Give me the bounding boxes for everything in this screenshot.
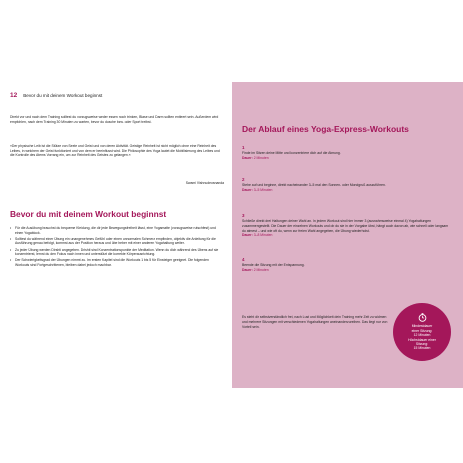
step-duration <box>242 268 452 273</box>
badge-line: einer Sitzung: <box>411 328 433 333</box>
duration-badge <box>393 303 451 361</box>
workout-heading: Der Ablauf eines Yoga-Express-Workouts <box>242 124 409 134</box>
step-duration <box>242 188 452 193</box>
step-text: Stehe auf und beginne, direkt nacheinander 3–5 mal den Sonnen- oder Mondgruß auszuführen. <box>242 183 386 187</box>
step-text: Beende die Sitzung mit der Entspannung. <box>242 263 305 267</box>
list-item: • Zu jeder Übung werden Dirshti angegeben. Drishti sind Konzentrationspunkte der Meditation. Wenn du dich während des Übens auf sie konzentrierst, lernst du den Fokus nach innen und unterstützt die korrekte Körperausrichtung. <box>10 248 224 257</box>
page-number: 12 <box>10 92 18 99</box>
step-number: 1 <box>242 145 245 150</box>
badge-line: 15 Minuten <box>413 346 431 351</box>
quote-paragraph: »Der physische Leib ist die Stütze von Seele und Geist und von deren Aktivität. Geistige Reinheit ist nicht möglich ohne eine Reinheit des Leibes, in welchem der Geist funktioniert und von dem er beeinflusst wird. Die Philosophie des Yoga lautet die Mobilisierung des Leibes und die Kontrolle des Atems Vorrang ein, um zur Reinheit des Geistes zu gelangen.« <box>10 144 220 158</box>
running-head <box>10 92 102 99</box>
step-number: 3 <box>242 213 245 218</box>
step-duration <box>242 233 452 238</box>
duration-value: 3–8 Minuten <box>253 233 273 238</box>
step-1 <box>242 145 452 161</box>
duration-value: 2 Minuten <box>253 267 269 272</box>
duration-label: Dauer: <box>242 267 253 272</box>
duration-value: 3–5 Minuten <box>253 187 273 192</box>
quote-source: Swami Vishnudevananda <box>185 181 224 185</box>
bullet-list <box>10 226 224 269</box>
badge-line: 12 Minuten <box>413 333 431 338</box>
intro-paragraph: Direkt vor und nach dem Training solltest du vorzugsweise weder essen noch trinken, Blase und Darm sollten entleert sein. Außerdem wird empfohlen, nach dem Training 30 Minuten zu warten, bevor du dusche bzw. oder Sport treibst. <box>10 115 219 124</box>
step-3 <box>242 213 452 238</box>
running-title: Bevor du mit deinem Workout beginnst <box>23 93 103 98</box>
step-text: Finde im Sitzen deine Mitte und konzentriere dich auf die Atmung. <box>242 151 341 155</box>
closing-paragraph: Es steht dir selbstverständlich frei, nach Lust und Möglichkeit dein Training mehr Zeit zu widmen und mehrere Sitzungen mit verschiedenen Yogahaltungen aneinanderzureihen. Das liegt nur von Vorteil sein. <box>242 315 388 329</box>
list-item: • Der Schwierigkeitsgrad der Übungen nimmt zu. Im ersten Kapitel sind die Workouts 1 bis 5 für Einsteiger geeignet. Die folgenden Workouts sind Fortgeschrittenen, bleiben dabei jedoch machbar. <box>10 258 224 267</box>
step-number: 2 <box>242 177 245 182</box>
duration-label: Dauer: <box>242 155 253 160</box>
section-heading: Bevor du mit deinem Workout beginnst <box>10 209 167 219</box>
step-number: 4 <box>242 257 245 262</box>
step-4 <box>242 257 452 273</box>
left-page <box>0 82 232 388</box>
duration-label: Dauer: <box>242 187 253 192</box>
step-2 <box>242 177 452 193</box>
right-page <box>232 82 463 388</box>
badge-line: Sitzung: <box>415 341 429 346</box>
list-item: • Für die Ausübung brauchst du bequeme Kleidung, die dir jede Bewegungsfreiheit lässt, eine Yogamatte (vorzugsweise rutschfest) und einen Yogablock. <box>10 226 224 235</box>
badge-line: Höchstdauer einer <box>408 337 436 342</box>
step-duration <box>242 156 452 161</box>
badge-line: Mindestdauer <box>411 324 433 329</box>
duration-value: 2 Minuten <box>253 155 269 160</box>
duration-label: Dauer: <box>242 233 253 238</box>
list-item: • Solltest du während einer Übung ein unangenehmes Gefühl oder einen unnormalen Schmerz empfinden, objektiv die Anleitung für die Ausführung genau befolgt, kommst aus der Position heraus und übe heber mit einer anderen Yogahaltung weiter. <box>10 237 224 246</box>
clock-icon <box>418 313 427 322</box>
step-text: Schließe direkt drei Haltungen deiner Wahl an. In jedem Workout sind hier immer 3 (ausnahmsweise einmal 4) Yogahaltungen zusammengestellt. Die Dauer der einzelnen Workouts und ob du sie in der Vorgabe übst, hängt auch davon ab, wie schnell oder langsam du atmest – und wie oft du, wenn zur freien Wahl angegeben, die Übung wiederholst. <box>242 219 449 233</box>
